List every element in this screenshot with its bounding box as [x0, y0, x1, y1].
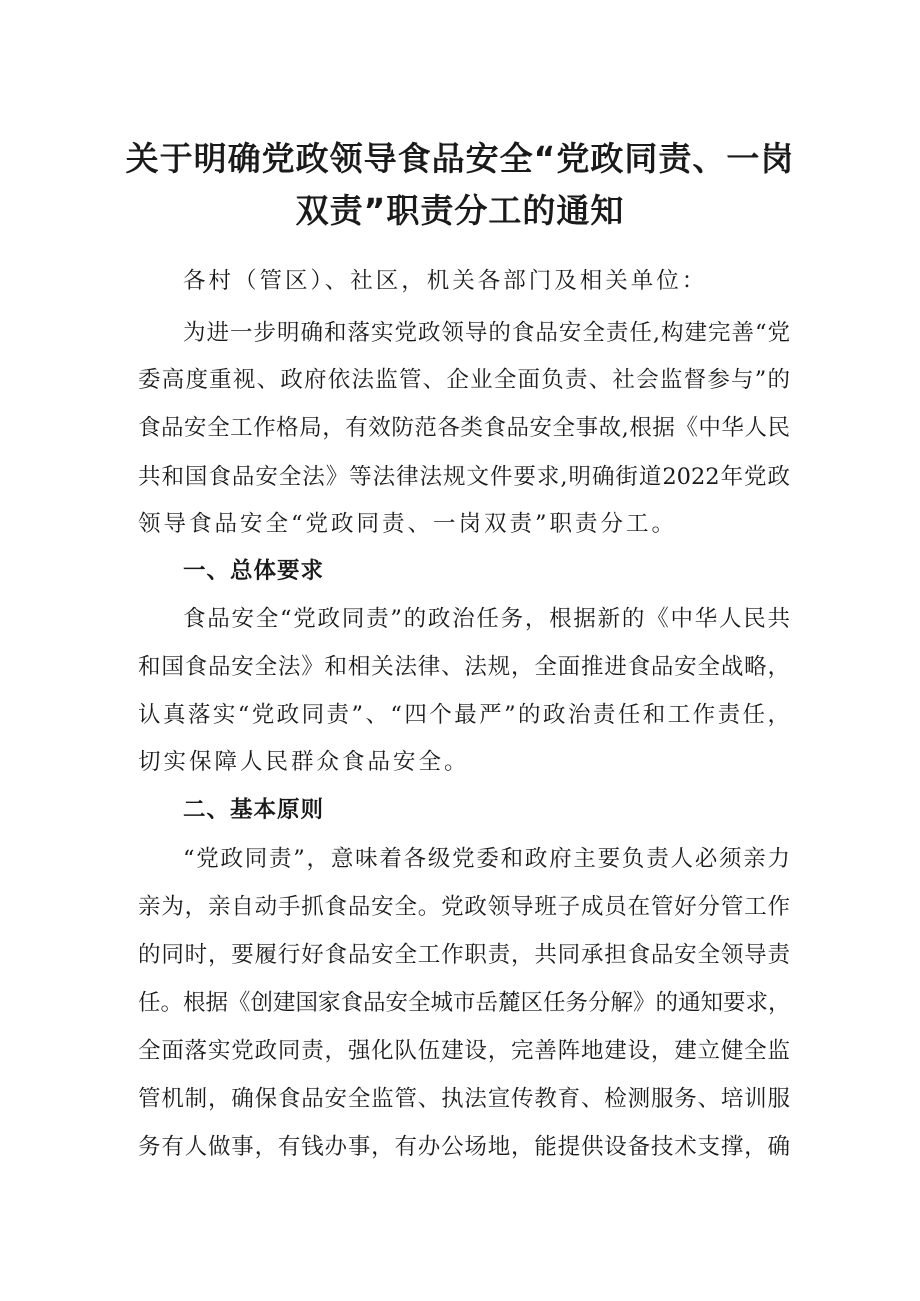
section1-line: 切实保障人民群众食品安全。	[138, 749, 470, 775]
intro-line: 委高度重视、政府依法监管、企业全面负责、社会监督参与”的	[138, 367, 790, 393]
section-heading-basic-principles: 二、基本原则	[183, 797, 325, 823]
section1-line: 和国食品安全法》和相关法律、法规，全面推进食品安全战略，	[138, 654, 790, 680]
section2-line: 务有人做事，有钱办事，有办公场地，能提供设备技术支撑，确	[138, 1134, 790, 1160]
intro-line: 为进一步明确和落实党政领导的食品安全责任,构建完善“党	[183, 320, 790, 346]
section2-line: 管机制，确保食品安全监管、执法宣传教育、检测服务、培训服	[138, 1086, 790, 1112]
document-title-line-2: 双责”职责分工的通知	[295, 191, 625, 230]
section2-line: 全面落实党政同责，强化队伍建设，完善阵地建设，建立健全监	[138, 1038, 790, 1064]
intro-line: 食品安全工作格局，有效防范各类食品安全事故,根据《中华人民	[138, 415, 790, 441]
section2-line: “党政同责”，意味着各级党委和政府主要负责人必须亲力	[183, 846, 790, 872]
section2-line: 的同时，要履行好食品安全工作职责，共同承担食品安全领导责	[138, 942, 790, 968]
section1-line: 认真落实“党政同责”、“四个最严”的政治责任和工作责任，	[138, 702, 790, 728]
salutation: 各村（管区）、社区，机关各部门及相关单位：	[183, 268, 708, 294]
section-heading-general-requirements: 一、总体要求	[183, 558, 325, 584]
intro-line: 共和国食品安全法》等法律法规文件要求,明确街道2022年党政	[138, 464, 790, 490]
document-title-line-1: 关于明确党政领导食品安全“党政同责、一岗	[125, 139, 795, 178]
section1-line: 食品安全“党政同责”的政治任务，根据新的《中华人民共	[183, 606, 790, 632]
section2-line: 亲为，亲自动手抓食品安全。党政领导班子成员在管好分管工作	[138, 894, 790, 920]
section2-line: 任。根据《创建国家食品安全城市岳麓区任务分解》的通知要求，	[138, 990, 791, 1016]
intro-line: 领导食品安全“党政同责、一岗双责”职责分工。	[138, 511, 678, 537]
